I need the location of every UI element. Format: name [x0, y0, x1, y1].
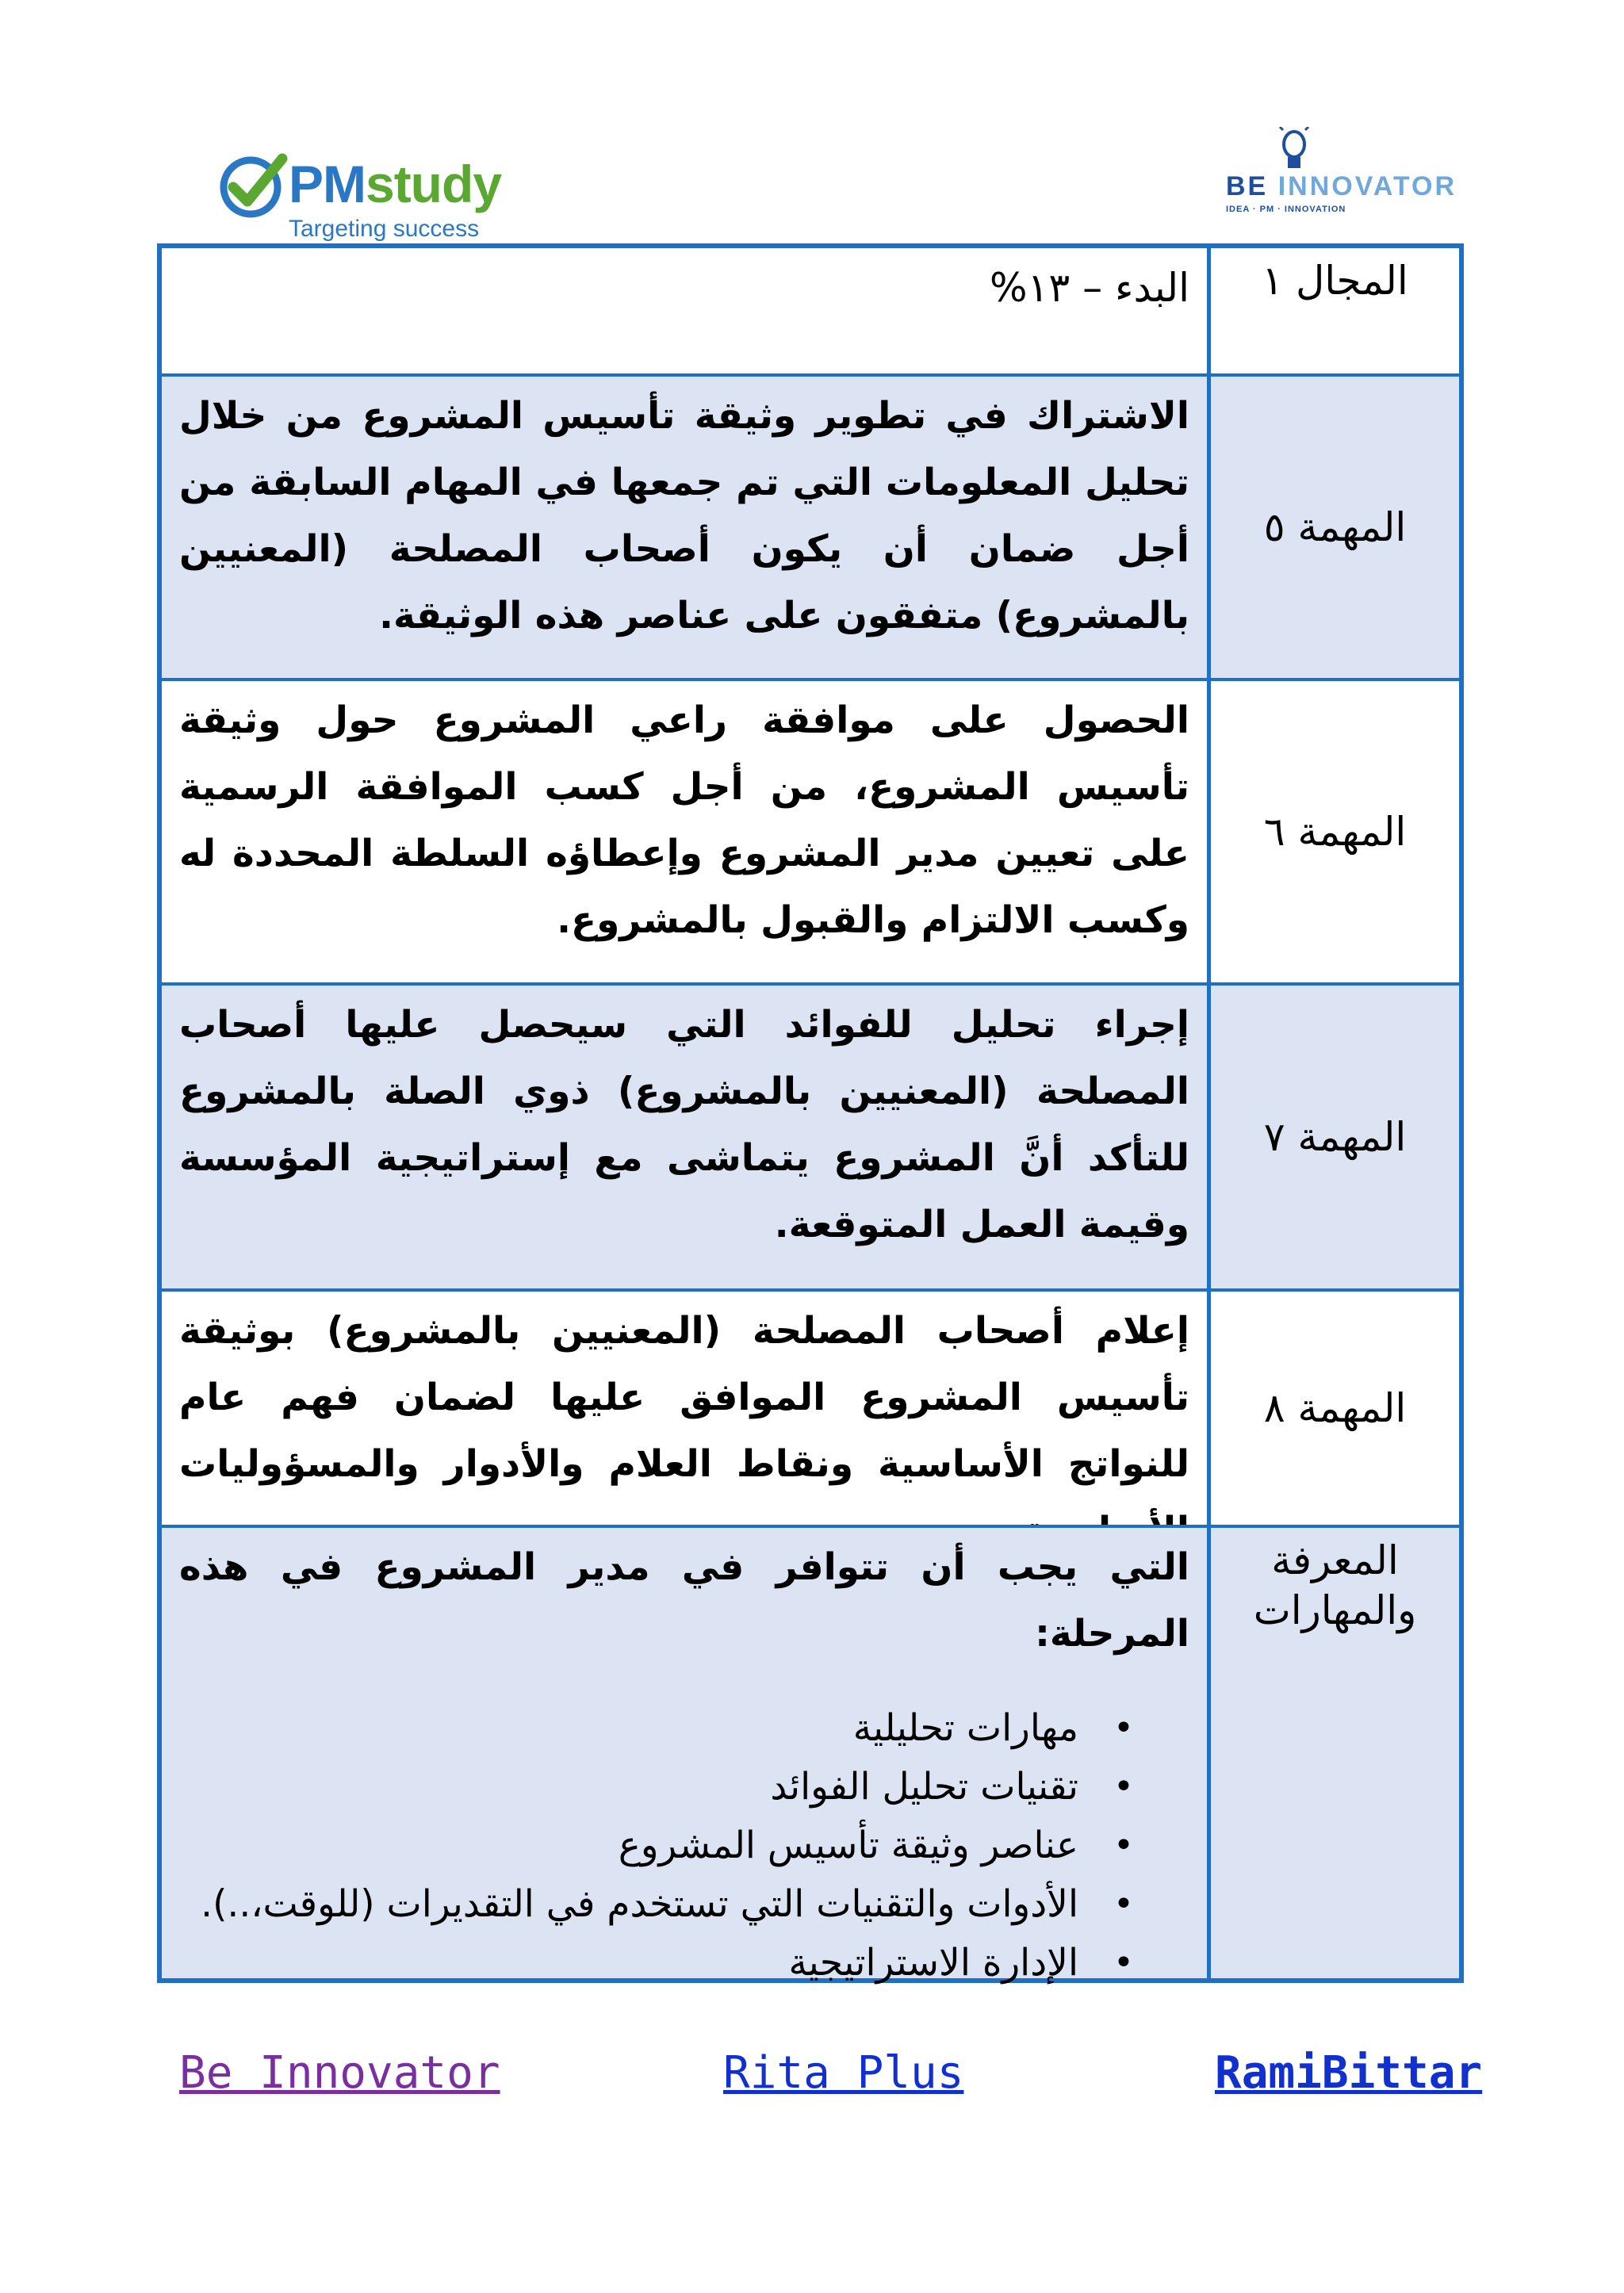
footer-links: [0, 2047, 1624, 2119]
knowledge-label: المعرفة والمهارات: [1253, 1537, 1417, 1633]
be-innovator-subtitle: IDEA · PM · INNOVATION: [1226, 205, 1346, 214]
lightbulb-icon: [1278, 127, 1310, 174]
task-5-label: المهمة ٥: [1263, 503, 1407, 550]
list-item: • الأدوات والتقنيات التي تستخدم في التقديرات (للوقت،..).: [179, 1875, 1078, 1934]
list-item: • مهارات تحليلية: [179, 1699, 1078, 1758]
task-6-label: المهمة ٦: [1263, 808, 1407, 855]
be-brand-text: BE: [1226, 171, 1269, 201]
domain-label: المجال ١: [1262, 258, 1408, 304]
table-row-knowledge: [162, 1525, 1459, 1985]
table-row-task-6: [162, 678, 1459, 982]
rita-plus-link[interactable]: Rita Plus: [723, 2047, 964, 2099]
study-brand-text: study: [366, 155, 502, 213]
list-item: • عناصر وثيقة تأسيس المشروع: [179, 1816, 1078, 1875]
task-8-text: إعلام أصحاب المصلحة (المعنيين بالمشروع) بوثيقة تأسيس المشروع الموافق عليها لضمان فهم عام للنواتج الأساسية ونقاط العلام والأدوار والمسؤوليات: [179, 1309, 1189, 1486]
pm-brand-text: PM: [289, 155, 366, 213]
be-innovator-wordmark: [1226, 171, 1457, 202]
task-7-text: إجراء تحليل للفوائد التي سيحصل عليها أصحاب المصلحة (المعنيين بالمشروع) ذوي الصلة بالمشروع للتأكد أنَّ المشروع يتماشى مع إستراتيجية المؤسسة وقيمة العمل المتوقعة.: [179, 1003, 1189, 1246]
rami-bittar-link[interactable]: RamiBittar: [1215, 2047, 1483, 2099]
checkmark-circle-icon: [216, 151, 289, 224]
be-innovator-logo: [1221, 127, 1457, 222]
list-item: • تقنيات تحليل الفوائد: [179, 1758, 1078, 1816]
table-row-task-5: [162, 373, 1459, 678]
pmstudy-tagline: Targeting success: [289, 216, 480, 242]
domain-table: [157, 243, 1464, 1983]
list-item: • الإدارة الاستراتيجية: [179, 1934, 1078, 1992]
task-8-label: المهمة ٨: [1263, 1384, 1407, 1431]
knowledge-content: [179, 1534, 1189, 1992]
table-row-domain: [162, 248, 1459, 373]
knowledge-intro: التي يجب أن تتوافر في مدير المشروع في هذه المرحلة:: [179, 1545, 1189, 1656]
task-6-text: الحصول على موافقة راعي المشروع حول وثيقة تأسيس المشروع، من أجل كسب الموافقة الرسمية على تعيين مدير المشروع وإعطاؤه السلطة المحددة له وكسب الالتزام والقبول بالمشروع.: [179, 699, 1189, 942]
domain-value: البدء – ١٣%: [990, 265, 1189, 311]
table-row-task-8: [162, 1288, 1459, 1525]
pmstudy-wordmark: [289, 154, 501, 214]
innovator-brand-text: INNOVATOR: [1277, 171, 1457, 201]
be-innovator-link[interactable]: Be Innovator: [179, 2047, 500, 2099]
knowledge-list: [179, 1699, 1189, 1992]
task-5-text: الاشتراك في تطوير وثيقة تأسيس المشروع من خلال تحليل المعلومات التي تم جمعها في المهام السابقة من أجل ضمان أن يكون أصحاب المصلحة (المعنيين بالمشروع) متفقون على عناصر هذه الوثيقة.: [179, 394, 1189, 637]
task-7-label: المهمة ٧: [1263, 1113, 1407, 1160]
pmstudy-logo: [216, 143, 549, 246]
table-row-task-7: [162, 982, 1459, 1288]
